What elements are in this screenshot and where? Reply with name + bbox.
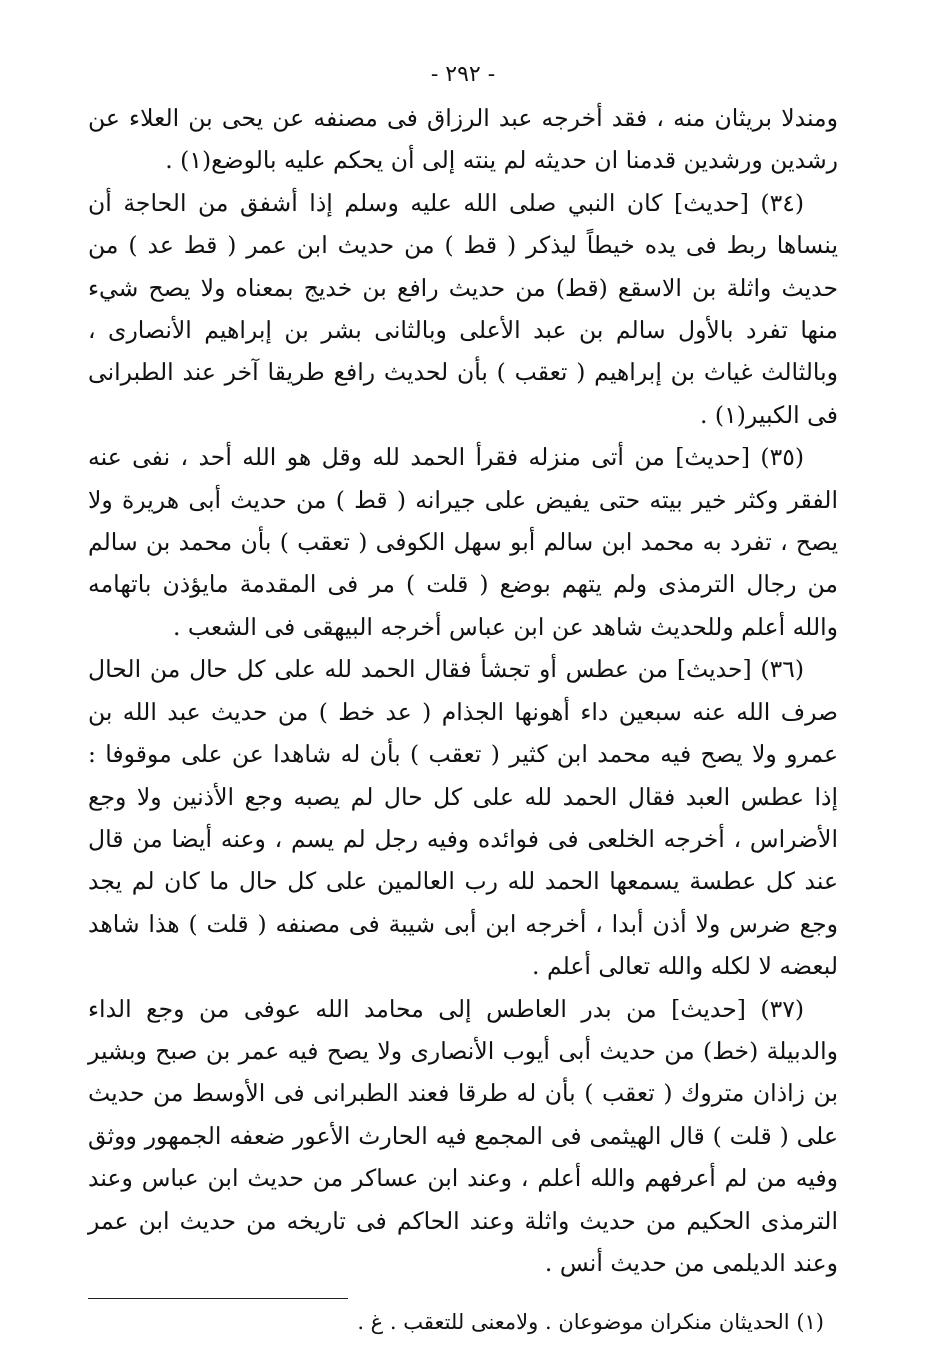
hadith-entry-36: (٣٦) [حديث] من عطس أو تجشأ فقال الحمد لله على كل حال من الحال صرف الله عنه سبعين داء أهونها الجذام ( عد خط ) من حديث عبد الله بن عمرو ولا يصح فيه محمد ابن كثير ( تعقب ) بأن له شاهدا عن على موقوفا : إذا عطس العبد فقال الحمد لله على كل حال لم يصبه وجع الأذنين ولا وجع الأضراس ، أخرجه الخلعى فى فوائده وفيه رجل لم يسم ، وعنه أيضا من قال عند كل عطسة يسمعها الحمد لله رب العالمين على كل حال ما كان لم يجد وجع ضرس ولا أذن أبدا ، أخرجه ابن أبى شيبة فى مصنفه ( قلت ) هذا شاهد لبعضه لا لكله والله تعالى أعلم . xyxy=(88,655,838,981)
main-text xyxy=(88,97,838,1284)
hadith-entry-37: (٣٧) [حديث] من بدر العاطس إلى محامد الله عوفى من وجع الداء والدبيلة (خط) من حديث أبى أيوب الأنصارى ولا يصح فيه عمر بن صبح وبشير بن زاذان متروك ( تعقب ) بأن له طرقا فعند الطبرانى فى الأوسط من حديث على ( قلت ) قال الهيثمى فى المجمع فيه الحارث الأعور ضعفه الجمهور ووثق وفيه من لم أعرفهم والله أعلم ، وعند ابن عساكر من حديث ابن عباس وعند الترمذى الحكيم من حديث واثلة وعند الحاكم فى تاريخه من حديث ابن عمر وعند الديلمى من حديث أنس . xyxy=(88,994,838,1277)
footnote-divider xyxy=(88,1298,348,1299)
page-number: - ٢٩٢ - xyxy=(430,62,496,87)
hadith-entry-34: (٣٤) [حديث] كان النبي صلى الله عليه وسلم إذا أشفق من الحاجة أن ينساها ربط فى يده خيطاً ليذكر ( قط ) من حديث ابن عمر ( قط عد ) من حديث واثلة بن الاسقع (قط) من حديث رافع بن خديج بمعناه ولا يصح شيء منها تفرد بالأول سالم بن عبد الأعلى وبالثانى بشر بن إبراهيم الأنصارى ، وبالثالث غياث بن إبراهيم ( تعقب ) بأن لحديث رافع طريقا آخر عند الطبرانى فى الكبير(١) . xyxy=(88,188,838,429)
paragraph-continuation: ومندلا بريثان منه ، فقد أخرجه عبد الرزاق فى مصنفه عن يحى بن العلاء عن رشدين ورشدين قدمنا ان حديثه لم ينته إلى أن يحكم عليه بالوضع(١) . xyxy=(88,104,838,175)
footnote: (١) الحديثان منكران موضوعان . ولامعنى للتعقب . غ . xyxy=(357,1310,824,1335)
hadith-entry-35: (٣٥) [حديث] من أتى منزله فقرأ الحمد لله وقل هو الله أحد ، نفى عنه الفقر وكثر خير بيته حتى يفيض على جيرانه ( قط ) من حديث أبى هريرة ولا يصح ، تفرد به محمد ابن سالم أبو سهل الكوفى ( تعقب ) بأن محمد بن سالم من رجال الترمذى ولم يتهم بوضع ( قلت ) مر فى المقدمة مايؤذن باتهامه والله أعلم وللحديث شاهد عن ابن عباس أخرجه البيهقى فى الشعب . xyxy=(88,443,838,641)
